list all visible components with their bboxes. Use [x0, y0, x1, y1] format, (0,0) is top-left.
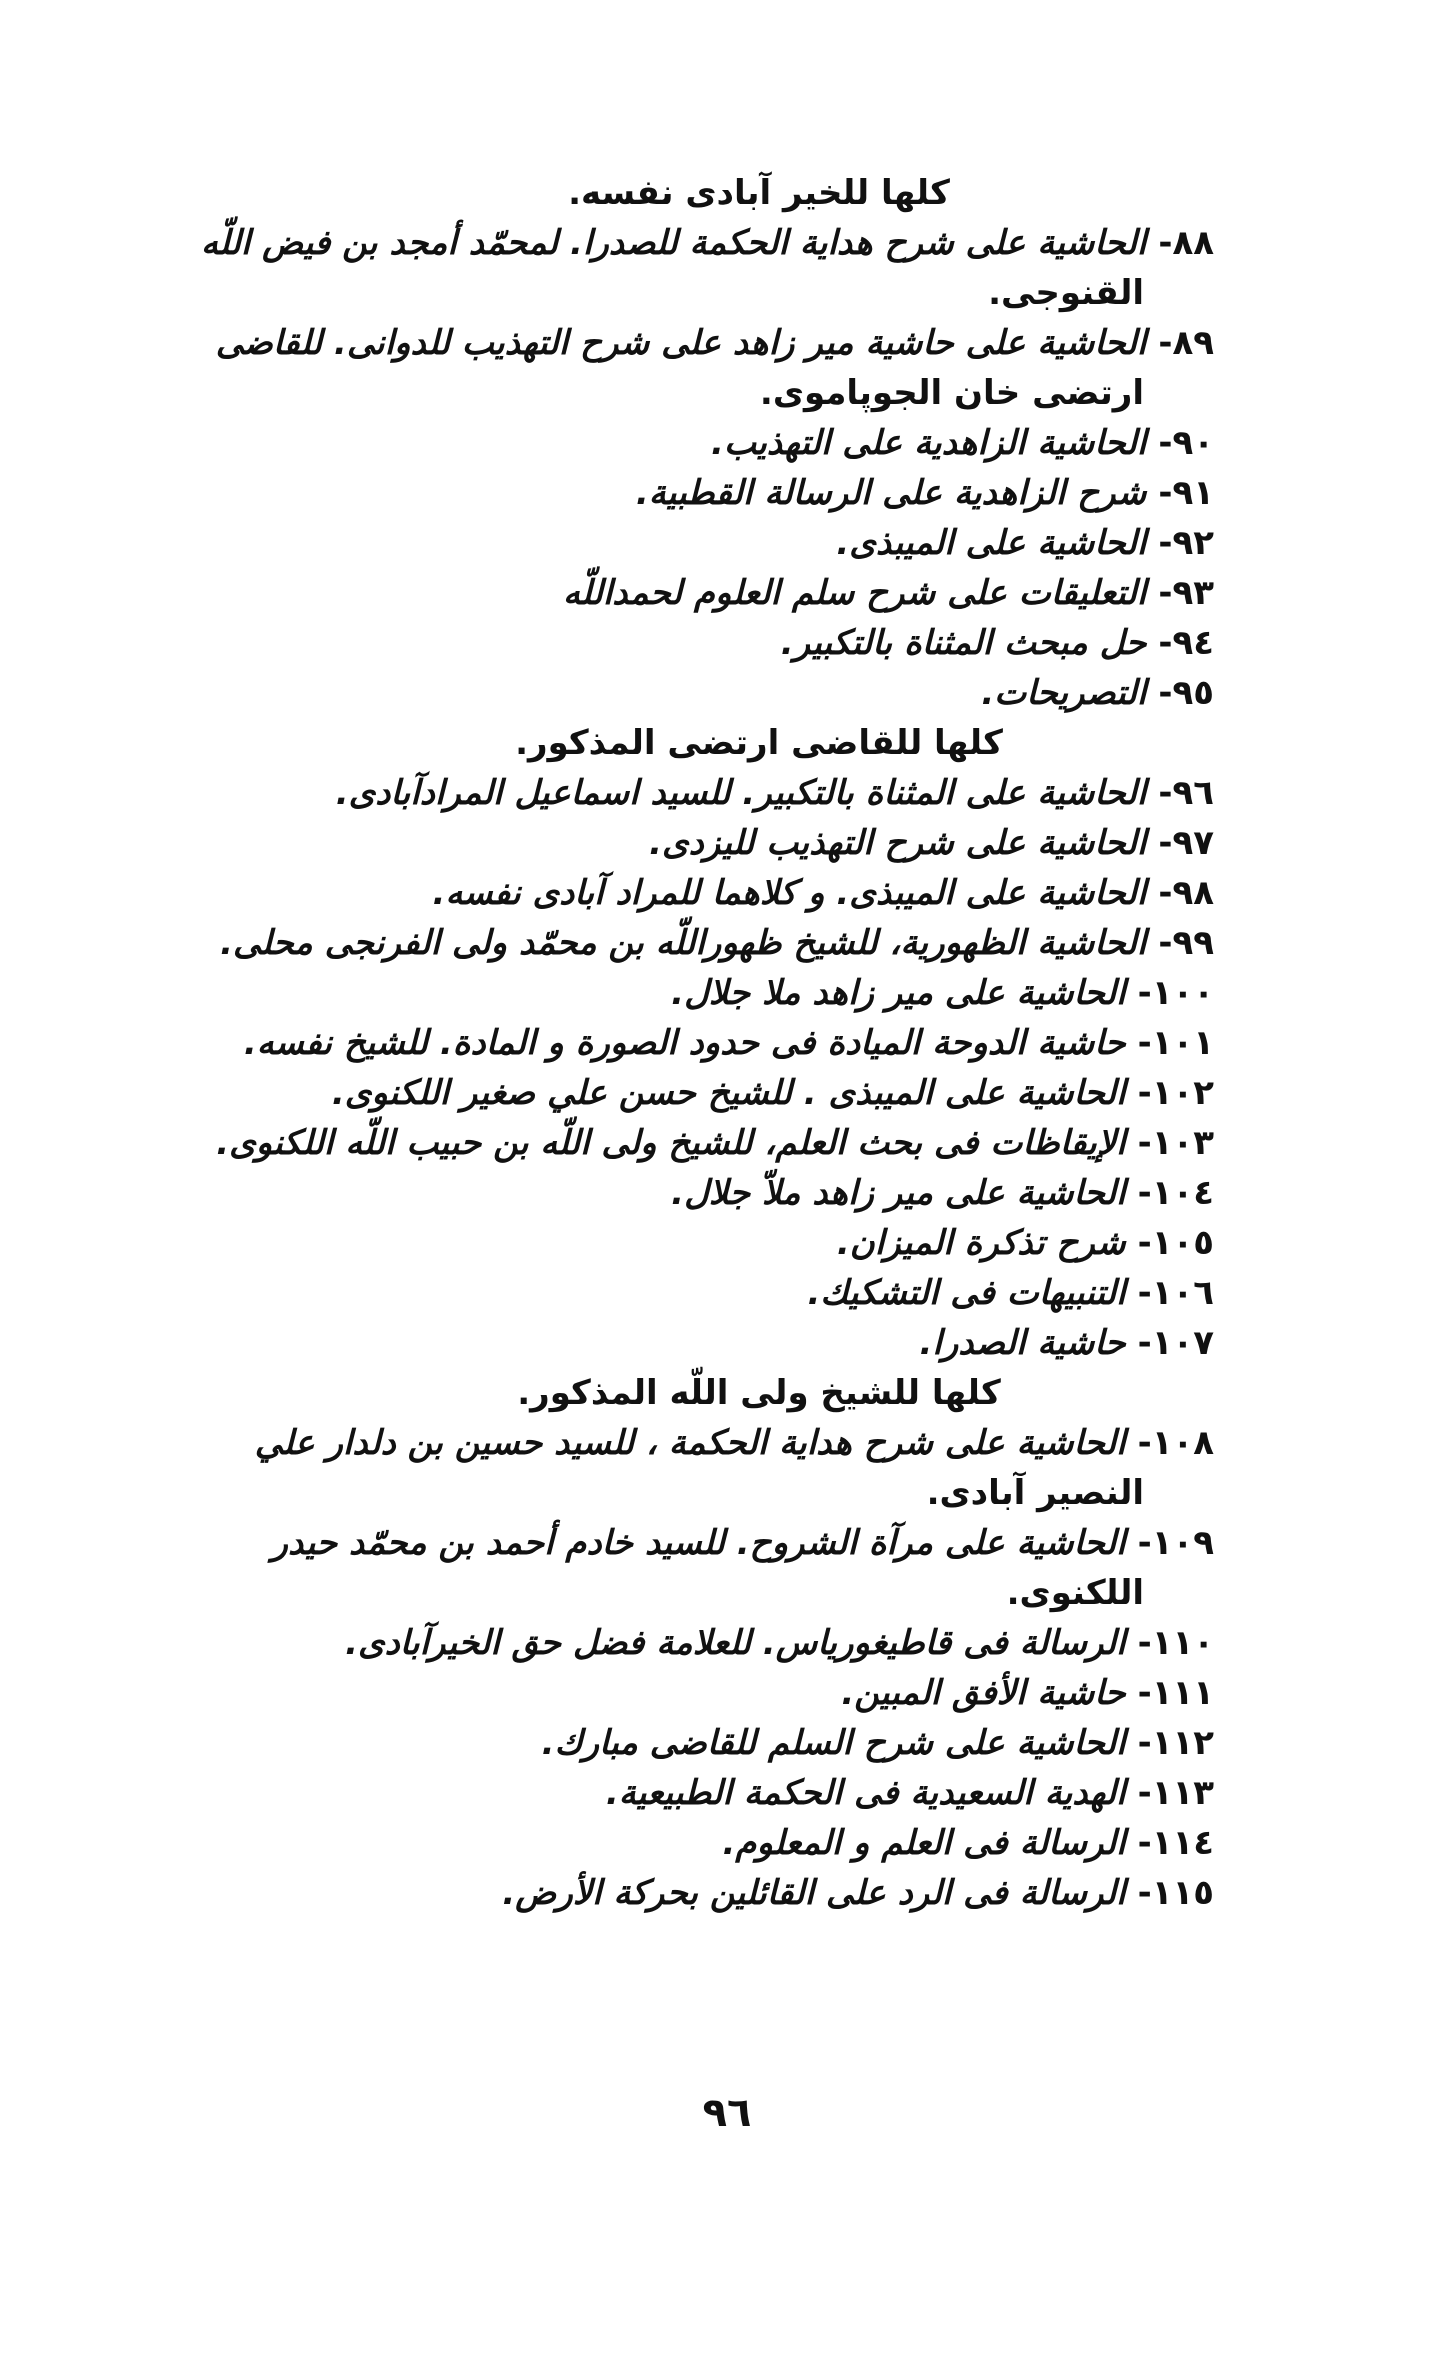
entry-number: ١١٣- [1137, 1773, 1214, 1813]
entry-text: الحاشية على شرح التهذيب لليزدى. [649, 823, 1147, 863]
entry-number: ١٠٣- [1137, 1123, 1214, 1163]
entry-number: ١١١- [1137, 1673, 1214, 1713]
list-entry [184, 1068, 1214, 1118]
attribution-line: كلها للقاضى ارتضى المذكور. [515, 723, 1003, 763]
list-entry [184, 768, 1214, 818]
list-entry [184, 1668, 1214, 1718]
list-entry [184, 468, 1214, 518]
entry-number: ٨٨- [1158, 223, 1214, 263]
entry-number: ١٠٦- [1137, 1273, 1214, 1313]
entry-text: حل مبحث المثناة بالتكبير. [780, 623, 1147, 663]
list-entry [184, 1618, 1214, 1668]
entry-text: التنبيهات فى التشكيك. [807, 1273, 1126, 1313]
entry-text: الرسالة فى قاطيغورياس. للعلامة فضل حق الخيرآبادى. [345, 1623, 1126, 1663]
entry-continuation: ارتضى خان الجوپاموى. [759, 373, 1144, 413]
entry-text: الحاشية الزاهدية على التهذيب. [711, 423, 1147, 463]
entry-number: ٨٩- [1158, 323, 1214, 363]
list-entry [184, 1818, 1214, 1868]
entry-number: ١٠١- [1137, 1023, 1214, 1063]
entry-number: ٩٣- [1158, 573, 1214, 613]
entry-text: الحاشية على شرح هداية الحكمة ، للسيد حسين بن دلدار علي [254, 1423, 1126, 1463]
list-entry [184, 1868, 1214, 1918]
list-entry [184, 968, 1214, 1018]
entry-text: حاشية الصدرا. [919, 1323, 1126, 1363]
page-number: ٩٦ [702, 2090, 752, 2136]
entry-number: ١١٢- [1137, 1723, 1214, 1763]
entry-number: ٩٢- [1158, 523, 1214, 563]
list-entry [184, 1518, 1214, 1568]
list-entry [184, 518, 1214, 568]
list-entry [184, 1268, 1214, 1318]
entry-number: ٩٤- [1158, 623, 1214, 663]
entry-number: ١٠٢- [1137, 1073, 1214, 1113]
entry-text: التصريحات. [981, 673, 1147, 713]
entry-number: ١١٤- [1137, 1823, 1214, 1863]
entry-text: الرسالة فى الرد على القائلين بحركة الأرض. [502, 1873, 1126, 1913]
list-entry [184, 568, 1214, 618]
entry-text: الرسالة فى العلم و المعلوم. [722, 1823, 1126, 1863]
list-entry [184, 218, 1214, 268]
entry-text: الحاشية على حاشية مير زاهد على شرح التهذيب للدوانى. للقاضى [215, 323, 1147, 363]
entry-text: الإيقاظات فى بحث العلم، للشيخ ولى اللّه بن حبيب اللّه اللكنوى. [216, 1123, 1126, 1163]
entry-text: الحاشية على مير زاهد ملاّ جلال. [671, 1173, 1126, 1213]
list-entry [184, 1218, 1214, 1268]
entry-text: الحاشية على شرح السلم للقاضى مبارك. [541, 1723, 1126, 1763]
list-entry [184, 1768, 1214, 1818]
entry-text: الحاشية على الميبذى. و كلاهما للمراد آبادى نفسه. [432, 873, 1147, 913]
entry-number: ٩٥- [1158, 673, 1214, 713]
entry-text: شرح الزاهدية على الرسالة القطبية. [635, 473, 1147, 513]
entry-text: الحاشية الظهورية، للشيخ ظهوراللّه بن محمّد ولى الفرنجى محلى. [220, 923, 1147, 963]
list-entry [184, 868, 1214, 918]
bibliography-list [184, 168, 1214, 1918]
list-entry [184, 1118, 1214, 1168]
list-entry [184, 318, 1214, 368]
entry-continuation: القنوجى. [988, 273, 1144, 313]
list-entry [184, 1418, 1214, 1468]
entry-text: التعليقات على شرح سلم العلوم لحمداللّه [562, 573, 1147, 613]
entry-number: ١٠٨- [1137, 1423, 1214, 1463]
entry-number: ٩١- [1158, 473, 1214, 513]
list-entry [184, 1318, 1214, 1368]
list-entry [184, 918, 1214, 968]
entry-number: ١١٠- [1137, 1623, 1214, 1663]
entry-number: ١٠٠- [1137, 973, 1214, 1013]
entry-text: حاشية الدوحة الميادة فى حدود الصورة و المادة. للشيخ نفسه. [243, 1023, 1126, 1063]
list-entry [184, 1718, 1214, 1768]
entry-continuation: النصير آبادى. [926, 1473, 1144, 1513]
entry-text: حاشية الأفق المبين. [841, 1673, 1126, 1713]
entry-number: ٩٠- [1158, 423, 1214, 463]
list-entry [184, 818, 1214, 868]
entry-number: ١٠٥- [1137, 1223, 1214, 1263]
list-entry [184, 668, 1214, 718]
entry-number: ١١٥- [1137, 1873, 1214, 1913]
entry-number: ١٠٤- [1137, 1173, 1214, 1213]
entry-text: الحاشية على شرح هداية الحكمة للصدرا. لمحمّد أمجد بن فيض اللّه [201, 223, 1147, 263]
list-entry [184, 418, 1214, 468]
list-entry [184, 1168, 1214, 1218]
entry-text: الحاشية على المثناة بالتكبير. للسيد اسماعيل المرادآبادى. [335, 773, 1147, 813]
entry-text: الحاشية على مرآة الشروح. للسيد خادم أحمد بن محمّد حيدر [271, 1523, 1126, 1563]
entry-number: ١٠٧- [1137, 1323, 1214, 1363]
entry-text: شرح تذكرة الميزان. [836, 1223, 1126, 1263]
entry-number: ٩٨- [1158, 873, 1214, 913]
entry-text: الحاشية على مير زاهد ملا جلال. [671, 973, 1126, 1013]
entry-number: ٩٩- [1158, 923, 1214, 963]
list-entry [184, 618, 1214, 668]
entry-text: الحاشية على الميبذى . للشيخ حسن علي صغير اللكنوى. [331, 1073, 1126, 1113]
entry-number: ٩٦- [1158, 773, 1214, 813]
entry-text: الهدية السعيدية فى الحكمة الطبيعية. [605, 1773, 1126, 1813]
attribution-line: كلها للخير آبادى نفسه. [568, 173, 950, 213]
entry-number: ٩٧- [1158, 823, 1214, 863]
list-entry [184, 1018, 1214, 1068]
entry-continuation: اللكنوى. [1006, 1573, 1144, 1613]
entry-number: ١٠٩- [1137, 1523, 1214, 1563]
attribution-line: كلها للشيخ ولى اللّه المذكور. [517, 1373, 1001, 1413]
entry-text: الحاشية على الميبذى. [836, 523, 1147, 563]
